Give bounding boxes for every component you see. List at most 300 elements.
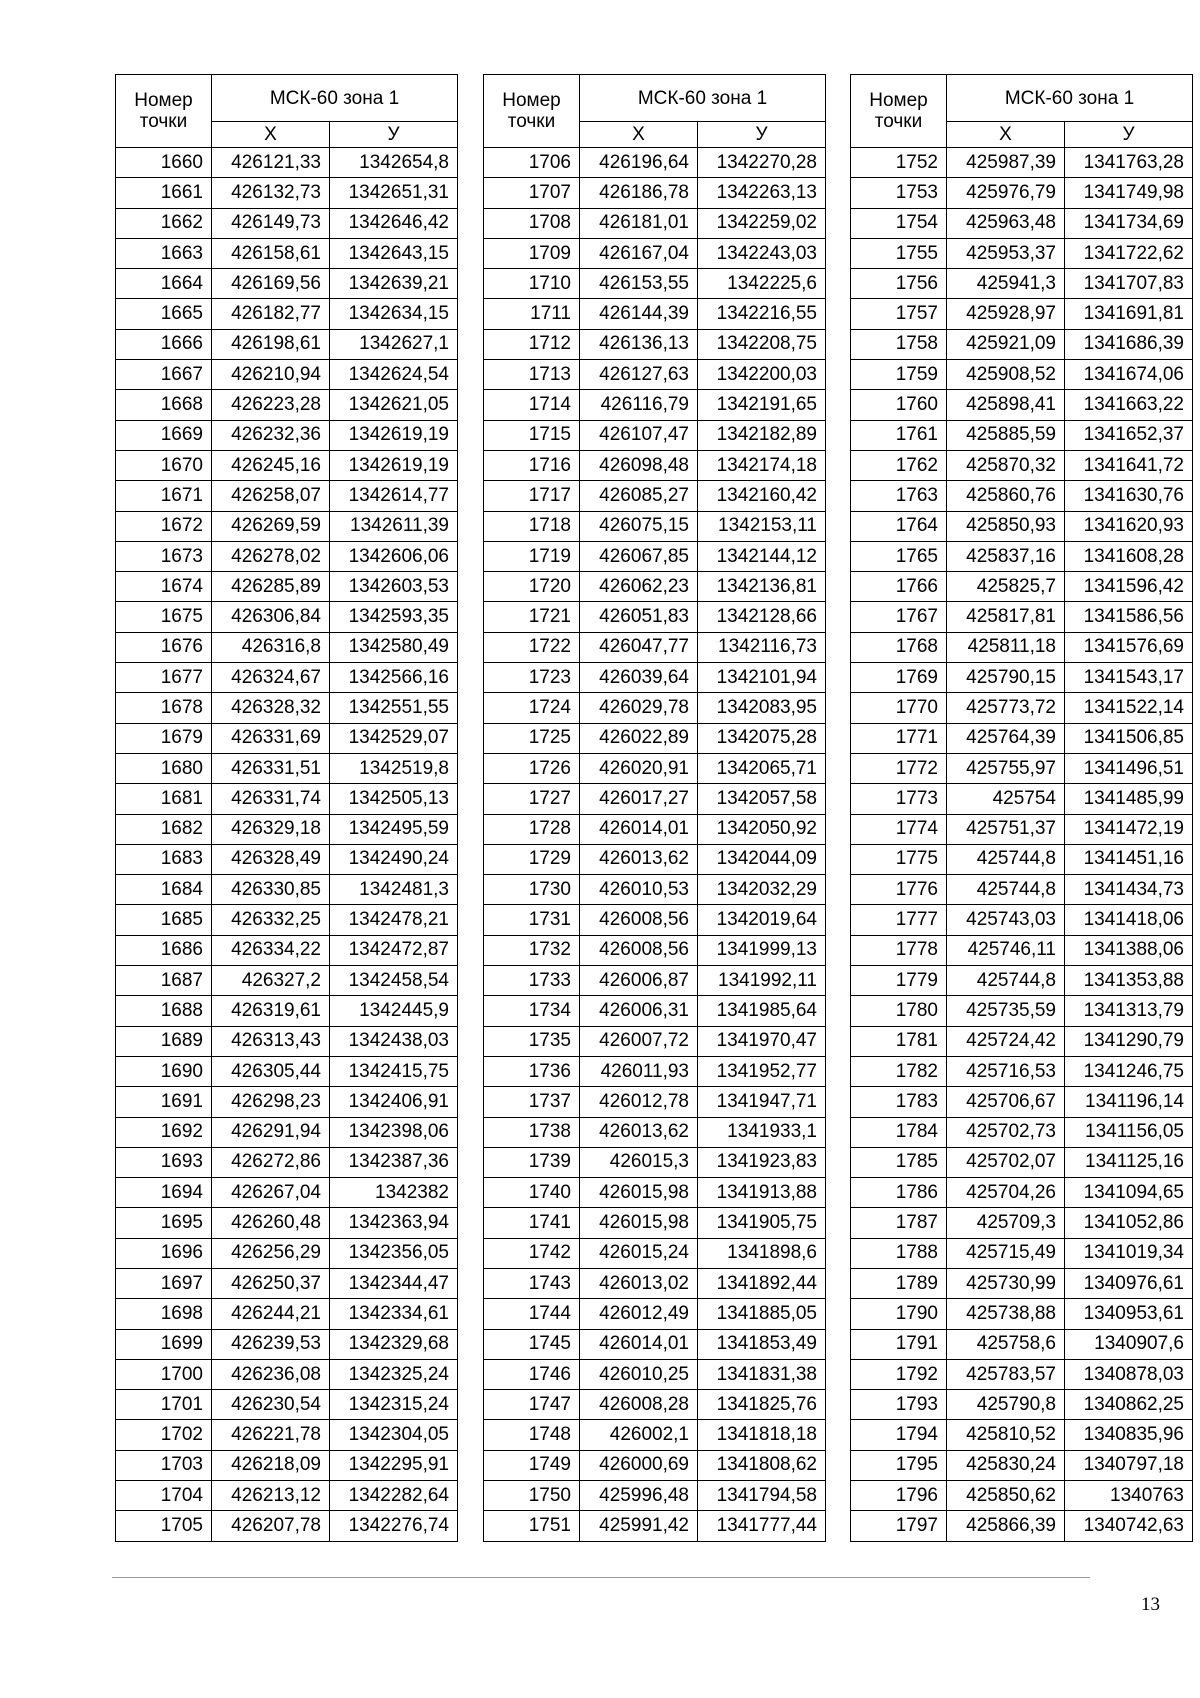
- y-coordinate-cell: 1342619,19: [330, 420, 458, 450]
- table-row: [484, 1208, 826, 1238]
- point-number-cell: 1762: [851, 450, 947, 480]
- point-number-cell: 1746: [484, 1359, 580, 1389]
- point-number-cell: 1782: [851, 1056, 947, 1086]
- y-coordinate-cell: 1342627,1: [330, 329, 458, 359]
- table-row: [116, 996, 458, 1026]
- y-coordinate-cell: 1342415,75: [330, 1056, 458, 1086]
- x-coordinate-cell: 426075,15: [580, 511, 698, 541]
- y-coordinate-cell: 1341686,39: [1065, 329, 1193, 359]
- y-coordinate-cell: 1341506,85: [1065, 723, 1193, 753]
- x-coordinate-cell: 425811,18: [947, 632, 1065, 662]
- point-number-cell: 1683: [116, 844, 212, 874]
- y-coordinate-cell: 1341630,76: [1065, 481, 1193, 511]
- x-coordinate-cell: 426015,3: [580, 1147, 698, 1177]
- y-coordinate-cell: 1342259,02: [698, 208, 826, 238]
- point-number-cell: 1787: [851, 1208, 947, 1238]
- x-coordinate-cell: 426291,94: [212, 1117, 330, 1147]
- table-row: [851, 996, 1193, 1026]
- y-coordinate-cell: 1341777,44: [698, 1511, 826, 1541]
- x-coordinate-cell: 426015,24: [580, 1238, 698, 1268]
- y-coordinate-cell: 1342398,06: [330, 1117, 458, 1147]
- x-coordinate-cell: 426006,31: [580, 996, 698, 1026]
- x-coordinate-cell: 426039,64: [580, 663, 698, 693]
- y-coordinate-cell: 1341418,06: [1065, 905, 1193, 935]
- table-row: [851, 450, 1193, 480]
- point-number-cell: 1784: [851, 1117, 947, 1147]
- table-row: [484, 996, 826, 1026]
- y-coordinate-cell: 1342495,59: [330, 814, 458, 844]
- point-number-cell: 1759: [851, 360, 947, 390]
- y-coordinate-cell: 1340976,61: [1065, 1268, 1193, 1298]
- y-coordinate-cell: 1341892,44: [698, 1268, 826, 1298]
- y-coordinate-cell: 1342593,35: [330, 602, 458, 632]
- x-coordinate-cell: 426127,63: [580, 360, 698, 390]
- y-coordinate-cell: 1341794,58: [698, 1481, 826, 1511]
- table-row: [484, 541, 826, 571]
- point-number-cell: 1721: [484, 602, 580, 632]
- table-row: [116, 360, 458, 390]
- x-coordinate-cell: 425715,49: [947, 1238, 1065, 1268]
- point-number-cell: 1750: [484, 1481, 580, 1511]
- y-coordinate-cell: 1340742,63: [1065, 1511, 1193, 1541]
- x-coordinate-cell: 426207,78: [212, 1511, 330, 1541]
- x-coordinate-cell: 426278,02: [212, 541, 330, 571]
- y-coordinate-cell: 1341985,64: [698, 996, 826, 1026]
- x-coordinate-cell: 425963,48: [947, 208, 1065, 238]
- point-number-cell: 1661: [116, 178, 212, 208]
- x-coordinate-cell: 426014,01: [580, 1329, 698, 1359]
- point-number-cell: 1709: [484, 238, 580, 268]
- x-coordinate-cell: 426008,56: [580, 935, 698, 965]
- y-coordinate-cell: 1342263,13: [698, 178, 826, 208]
- x-coordinate-cell: 425738,88: [947, 1299, 1065, 1329]
- table-row: [116, 1390, 458, 1420]
- coordinate-system-header: МСК-60 зона 1: [212, 75, 458, 122]
- point-number-cell: 1664: [116, 269, 212, 299]
- x-coordinate-cell: 426258,07: [212, 481, 330, 511]
- point-number-cell: 1666: [116, 329, 212, 359]
- y-coordinate-cell: 1340953,61: [1065, 1299, 1193, 1329]
- y-coordinate-cell: 1341933,1: [698, 1117, 826, 1147]
- table-row: [116, 753, 458, 783]
- y-coordinate-cell: 1342606,06: [330, 541, 458, 571]
- table-row: [116, 844, 458, 874]
- x-coordinate-cell: 425744,8: [947, 966, 1065, 996]
- x-coordinate-cell: 426098,48: [580, 450, 698, 480]
- x-coordinate-cell: 426221,78: [212, 1420, 330, 1450]
- x-coordinate-cell: 426329,18: [212, 814, 330, 844]
- y-coordinate-cell: 1342270,28: [698, 148, 826, 178]
- x-coordinate-cell: 426327,2: [212, 966, 330, 996]
- y-coordinate-cell: 1342580,49: [330, 632, 458, 662]
- x-coordinate-cell: 425764,39: [947, 723, 1065, 753]
- table-row: [116, 663, 458, 693]
- point-number-cell: 1735: [484, 1026, 580, 1056]
- y-coordinate-cell: 1342200,03: [698, 360, 826, 390]
- point-number-cell: 1695: [116, 1208, 212, 1238]
- point-number-cell: 1701: [116, 1390, 212, 1420]
- y-coordinate-cell: 1342208,75: [698, 329, 826, 359]
- y-coordinate-cell: 1342472,87: [330, 935, 458, 965]
- y-coordinate-cell: 1342019,64: [698, 905, 826, 935]
- point-number-cell: 1722: [484, 632, 580, 662]
- x-coordinate-cell: 425991,42: [580, 1511, 698, 1541]
- y-coordinate-cell: 1342057,58: [698, 784, 826, 814]
- x-coordinate-cell: 426181,01: [580, 208, 698, 238]
- point-number-cell: 1676: [116, 632, 212, 662]
- x-coordinate-cell: 426153,55: [580, 269, 698, 299]
- y-coordinate-cell: 1341451,16: [1065, 844, 1193, 874]
- table-row: [484, 511, 826, 541]
- y-coordinate-cell: 1341853,49: [698, 1329, 826, 1359]
- table-row: [116, 208, 458, 238]
- y-coordinate-cell: 1341663,22: [1065, 390, 1193, 420]
- point-number-cell: 1790: [851, 1299, 947, 1329]
- y-coordinate-cell: 1342334,61: [330, 1299, 458, 1329]
- x-coordinate-cell: 425716,53: [947, 1056, 1065, 1086]
- point-number-cell: 1718: [484, 511, 580, 541]
- x-coordinate-cell: 425987,39: [947, 148, 1065, 178]
- x-coordinate-cell: 426272,86: [212, 1147, 330, 1177]
- y-coordinate-cell: 1342356,05: [330, 1238, 458, 1268]
- table-row: [484, 602, 826, 632]
- point-number-cell: 1743: [484, 1268, 580, 1298]
- y-coordinate-cell: 1342065,71: [698, 753, 826, 783]
- table-row: [484, 481, 826, 511]
- y-coordinate-cell: 1341543,17: [1065, 663, 1193, 693]
- x-coordinate-cell: 426218,09: [212, 1450, 330, 1480]
- table-row: [851, 1390, 1193, 1420]
- table-row: [484, 420, 826, 450]
- table-row: [851, 481, 1193, 511]
- point-number-cell: 1698: [116, 1299, 212, 1329]
- table-row: [116, 1056, 458, 1086]
- y-coordinate-cell: 1340878,03: [1065, 1359, 1193, 1389]
- y-coordinate-cell: 1341434,73: [1065, 875, 1193, 905]
- x-coordinate-cell: 426167,04: [580, 238, 698, 268]
- x-coordinate-cell: 425908,52: [947, 360, 1065, 390]
- x-coordinate-cell: 426210,94: [212, 360, 330, 390]
- table-row: [116, 1511, 458, 1541]
- table-row: [116, 1420, 458, 1450]
- y-coordinate-cell: 1341913,88: [698, 1178, 826, 1208]
- table-row: [484, 632, 826, 662]
- table-row: [116, 541, 458, 571]
- point-number-cell: 1729: [484, 844, 580, 874]
- point-number-cell: 1668: [116, 390, 212, 420]
- y-coordinate-cell: 1341707,83: [1065, 269, 1193, 299]
- y-coordinate-cell: 1342614,77: [330, 481, 458, 511]
- point-number-cell: 1728: [484, 814, 580, 844]
- y-coordinate-cell: 1342445,9: [330, 996, 458, 1026]
- table-row: [116, 238, 458, 268]
- table-row: [484, 1056, 826, 1086]
- table-row: [851, 420, 1193, 450]
- y-coordinate-cell: 1341246,75: [1065, 1056, 1193, 1086]
- point-number-cell: 1781: [851, 1026, 947, 1056]
- y-coordinate-cell: 1341831,38: [698, 1359, 826, 1389]
- table-row: [116, 511, 458, 541]
- y-coordinate-cell: 1342387,36: [330, 1147, 458, 1177]
- table-row: [851, 1087, 1193, 1117]
- y-coordinate-cell: 1341388,06: [1065, 935, 1193, 965]
- point-number-header: Номер точки: [116, 75, 212, 148]
- point-number-cell: 1680: [116, 753, 212, 783]
- table-row: [116, 1329, 458, 1359]
- point-number-cell: 1771: [851, 723, 947, 753]
- x-coordinate-cell: 426008,28: [580, 1390, 698, 1420]
- table-row: [851, 663, 1193, 693]
- point-number-cell: 1755: [851, 238, 947, 268]
- table-row: [116, 814, 458, 844]
- x-coordinate-cell: 426232,36: [212, 420, 330, 450]
- y-coordinate-cell: 1341818,18: [698, 1420, 826, 1450]
- x-coordinate-cell: 426186,78: [580, 178, 698, 208]
- point-number-cell: 1662: [116, 208, 212, 238]
- x-coordinate-cell: 426006,87: [580, 966, 698, 996]
- x-coordinate-cell: 426007,72: [580, 1026, 698, 1056]
- table-row: [484, 905, 826, 935]
- y-coordinate-cell: 1342651,31: [330, 178, 458, 208]
- y-coordinate-cell: 1342646,42: [330, 208, 458, 238]
- y-coordinate-cell: 1340763: [1065, 1481, 1193, 1511]
- table-row: [484, 663, 826, 693]
- point-number-cell: 1713: [484, 360, 580, 390]
- x-coordinate-cell: 426250,37: [212, 1268, 330, 1298]
- y-coordinate-cell: 1342382: [330, 1178, 458, 1208]
- x-coordinate-cell: 426158,61: [212, 238, 330, 268]
- y-coordinate-cell: 1342619,19: [330, 450, 458, 480]
- point-number-cell: 1791: [851, 1329, 947, 1359]
- table-row: [116, 1481, 458, 1511]
- point-number-cell: 1702: [116, 1420, 212, 1450]
- point-number-cell: 1772: [851, 753, 947, 783]
- point-number-cell: 1737: [484, 1087, 580, 1117]
- y-coordinate-cell: 1342216,55: [698, 299, 826, 329]
- point-number-cell: 1678: [116, 693, 212, 723]
- point-number-cell: 1732: [484, 935, 580, 965]
- table-row: [851, 390, 1193, 420]
- x-coordinate-cell: 425706,67: [947, 1087, 1065, 1117]
- x-coordinate-cell: 426149,73: [212, 208, 330, 238]
- point-number-cell: 1792: [851, 1359, 947, 1389]
- table-row: [484, 723, 826, 753]
- x-coordinate-cell: 425724,42: [947, 1026, 1065, 1056]
- table-row: [851, 1329, 1193, 1359]
- x-coordinate-cell: 426013,62: [580, 844, 698, 874]
- x-coordinate-cell: 426328,32: [212, 693, 330, 723]
- table-row: [851, 178, 1193, 208]
- point-number-cell: 1793: [851, 1390, 947, 1420]
- table-row: [851, 784, 1193, 814]
- point-number-cell: 1740: [484, 1178, 580, 1208]
- table-row: [484, 1299, 826, 1329]
- point-number-cell: 1671: [116, 481, 212, 511]
- point-number-cell: 1686: [116, 935, 212, 965]
- y-coordinate-cell: 1341196,14: [1065, 1087, 1193, 1117]
- y-column-header: У: [698, 122, 826, 148]
- point-number-cell: 1677: [116, 663, 212, 693]
- point-number-cell: 1704: [116, 1481, 212, 1511]
- table-row: [851, 844, 1193, 874]
- point-number-cell: 1739: [484, 1147, 580, 1177]
- table-row: [116, 269, 458, 299]
- x-coordinate-cell: 425928,97: [947, 299, 1065, 329]
- x-coordinate-cell: 425758,6: [947, 1329, 1065, 1359]
- table-row: [851, 723, 1193, 753]
- x-coordinate-cell: 426267,04: [212, 1178, 330, 1208]
- table-row: [116, 632, 458, 662]
- footer-divider: [112, 1577, 1090, 1578]
- x-coordinate-cell: 426285,89: [212, 572, 330, 602]
- table-row: [484, 238, 826, 268]
- table-row: [851, 511, 1193, 541]
- y-coordinate-cell: 1341353,88: [1065, 966, 1193, 996]
- x-column-header: Х: [212, 122, 330, 148]
- table-row: [116, 723, 458, 753]
- point-number-cell: 1692: [116, 1117, 212, 1147]
- table-row: [116, 1178, 458, 1208]
- table-row: [116, 966, 458, 996]
- y-coordinate-cell: 1342128,66: [698, 602, 826, 632]
- point-number-cell: 1764: [851, 511, 947, 541]
- point-number-cell: 1797: [851, 1511, 947, 1541]
- point-number-cell: 1674: [116, 572, 212, 602]
- x-coordinate-cell: 426298,23: [212, 1087, 330, 1117]
- y-coordinate-cell: 1341885,05: [698, 1299, 826, 1329]
- point-number-cell: 1685: [116, 905, 212, 935]
- x-coordinate-cell: 426313,43: [212, 1026, 330, 1056]
- y-coordinate-cell: 1341125,16: [1065, 1147, 1193, 1177]
- point-number-cell: 1673: [116, 541, 212, 571]
- x-coordinate-cell: 425783,57: [947, 1359, 1065, 1389]
- table-row: [116, 1238, 458, 1268]
- x-coordinate-cell: 425702,07: [947, 1147, 1065, 1177]
- y-coordinate-cell: 1341691,81: [1065, 299, 1193, 329]
- point-number-header: Номер точки: [484, 75, 580, 148]
- table-row: [116, 420, 458, 450]
- table-row: [851, 753, 1193, 783]
- x-coordinate-cell: 425754: [947, 784, 1065, 814]
- table-row: [851, 602, 1193, 632]
- y-coordinate-cell: 1342643,15: [330, 238, 458, 268]
- y-coordinate-cell: 1342624,54: [330, 360, 458, 390]
- x-coordinate-cell: 425743,03: [947, 905, 1065, 935]
- y-coordinate-cell: 1342481,3: [330, 875, 458, 905]
- point-number-cell: 1700: [116, 1359, 212, 1389]
- table-row: [851, 208, 1193, 238]
- x-coordinate-cell: 425885,59: [947, 420, 1065, 450]
- x-coordinate-cell: 426236,08: [212, 1359, 330, 1389]
- table-row: [484, 390, 826, 420]
- x-coordinate-cell: 425850,62: [947, 1481, 1065, 1511]
- table-row: [116, 693, 458, 723]
- table-row: [851, 966, 1193, 996]
- table-row: [484, 1511, 826, 1541]
- point-number-cell: 1734: [484, 996, 580, 1026]
- x-coordinate-cell: 425730,99: [947, 1268, 1065, 1298]
- point-number-cell: 1682: [116, 814, 212, 844]
- x-coordinate-cell: 426331,69: [212, 723, 330, 753]
- x-coordinate-cell: 426132,73: [212, 178, 330, 208]
- y-coordinate-cell: 1341722,62: [1065, 238, 1193, 268]
- point-number-cell: 1715: [484, 420, 580, 450]
- table-row: [484, 844, 826, 874]
- table-row: [484, 572, 826, 602]
- y-coordinate-cell: 1342182,89: [698, 420, 826, 450]
- point-number-cell: 1681: [116, 784, 212, 814]
- table-row: [851, 572, 1193, 602]
- x-coordinate-cell: 425744,8: [947, 844, 1065, 874]
- y-coordinate-cell: 1342304,05: [330, 1420, 458, 1450]
- x-coordinate-cell: 425941,3: [947, 269, 1065, 299]
- x-coordinate-cell: 425817,81: [947, 602, 1065, 632]
- y-coordinate-cell: 1342458,54: [330, 966, 458, 996]
- table-row: [851, 238, 1193, 268]
- point-number-cell: 1693: [116, 1147, 212, 1177]
- point-number-cell: 1738: [484, 1117, 580, 1147]
- y-coordinate-cell: 1340835,96: [1065, 1420, 1193, 1450]
- x-coordinate-cell: 426029,78: [580, 693, 698, 723]
- point-number-cell: 1779: [851, 966, 947, 996]
- y-coordinate-cell: 1342144,12: [698, 541, 826, 571]
- y-coordinate-cell: 1342325,24: [330, 1359, 458, 1389]
- table-row: [851, 1147, 1193, 1177]
- y-coordinate-cell: 1341734,69: [1065, 208, 1193, 238]
- table-row: [851, 1026, 1193, 1056]
- x-column-header: Х: [947, 122, 1065, 148]
- point-number-cell: 1768: [851, 632, 947, 662]
- x-coordinate-cell: 426223,28: [212, 390, 330, 420]
- table-row: [484, 784, 826, 814]
- point-number-cell: 1669: [116, 420, 212, 450]
- table-row: [484, 966, 826, 996]
- point-number-cell: 1694: [116, 1178, 212, 1208]
- y-coordinate-cell: 1341749,98: [1065, 178, 1193, 208]
- point-number-cell: 1749: [484, 1450, 580, 1480]
- table-row: [484, 360, 826, 390]
- table-row: [116, 935, 458, 965]
- point-number-cell: 1760: [851, 390, 947, 420]
- x-coordinate-cell: 425773,72: [947, 693, 1065, 723]
- y-coordinate-cell: 1341156,05: [1065, 1117, 1193, 1147]
- y-coordinate-cell: 1342050,92: [698, 814, 826, 844]
- point-number-cell: 1736: [484, 1056, 580, 1086]
- x-coordinate-cell: 426196,64: [580, 148, 698, 178]
- y-coordinate-cell: 1341641,72: [1065, 450, 1193, 480]
- x-coordinate-cell: 426169,56: [212, 269, 330, 299]
- point-number-cell: 1780: [851, 996, 947, 1026]
- x-coordinate-cell: 426012,49: [580, 1299, 698, 1329]
- y-coordinate-cell: 1341970,47: [698, 1026, 826, 1056]
- table-row: [116, 178, 458, 208]
- point-number-cell: 1773: [851, 784, 947, 814]
- table-row: [484, 329, 826, 359]
- point-number-cell: 1733: [484, 966, 580, 996]
- y-coordinate-cell: 1342438,03: [330, 1026, 458, 1056]
- y-coordinate-cell: 1342136,81: [698, 572, 826, 602]
- y-coordinate-cell: 1342406,91: [330, 1087, 458, 1117]
- table-row: [484, 1481, 826, 1511]
- x-coordinate-cell: 425870,32: [947, 450, 1065, 480]
- table-row: [116, 148, 458, 178]
- point-number-cell: 1794: [851, 1420, 947, 1450]
- x-coordinate-cell: 425837,16: [947, 541, 1065, 571]
- x-coordinate-cell: 425702,73: [947, 1117, 1065, 1147]
- y-coordinate-cell: 1341808,62: [698, 1450, 826, 1480]
- point-number-cell: 1687: [116, 966, 212, 996]
- x-coordinate-cell: 426324,67: [212, 663, 330, 693]
